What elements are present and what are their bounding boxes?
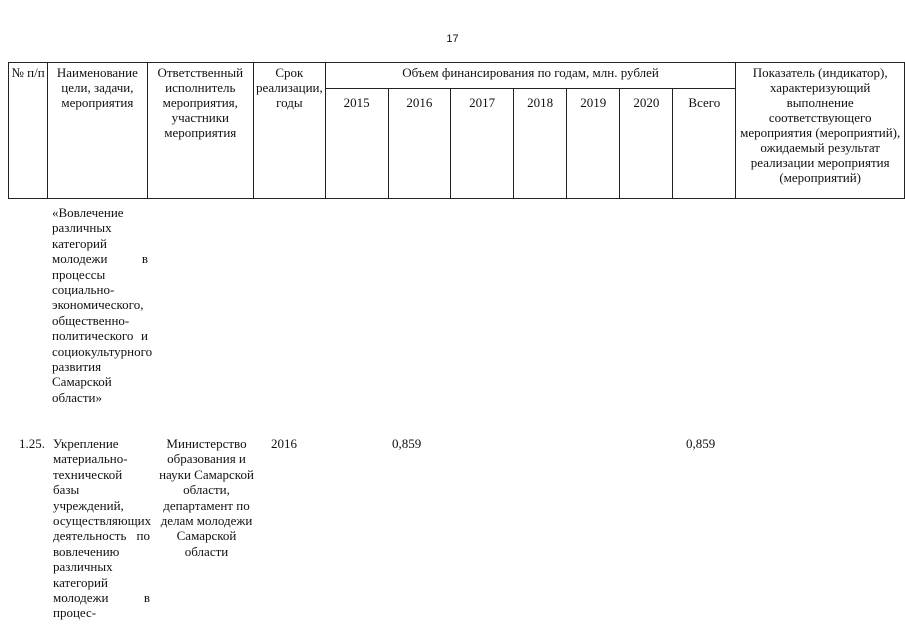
header-indicator: Показатель (индикатор), характеризующий выполнение соответствующего мероприятия (мероприятий), ожидаемый результат реализации мероприятия (мероприятий) [736,63,905,199]
header-term: Срок реализации, годы [253,63,325,199]
year-2018: 2018 [514,89,567,199]
header-responsible: Ответственный исполнитель мероприятия, участники мероприятия [147,63,253,199]
page-number: 17 [446,33,459,45]
row-activity-name: Укрепление материально-технической базы учреждений, осуществляющих деятельность по вовлечению различных категорий молодежи в процес- [53,436,152,621]
row-value-total: 0,859 [686,436,716,451]
year-2015: 2015 [325,89,388,199]
header-table [8,62,905,199]
row-value-2016: 0,859 [392,436,422,451]
header-num: № п/п [9,63,48,199]
year-2016: 2016 [388,89,451,199]
row-responsible: Министерство образования и науки Самарской области, департамент по делам молодежи Самарской области [159,436,254,559]
year-2020: 2020 [620,89,673,199]
year-total: Всего [673,89,736,199]
row-term: 2016 [271,436,297,451]
header-name: Наименование цели, задачи, мероприятия [48,63,147,199]
header-funding: Объем финансирования по годам, млн. рублей [325,63,736,89]
year-2017: 2017 [451,89,514,199]
row-number: 1.25. [19,436,45,451]
continuation-task-text: «Вовлечение различных категорий молодежи в процессы социально-экономического, общественно-политического и социокультурного развития Самарской области» [52,205,153,405]
year-2019: 2019 [567,89,620,199]
